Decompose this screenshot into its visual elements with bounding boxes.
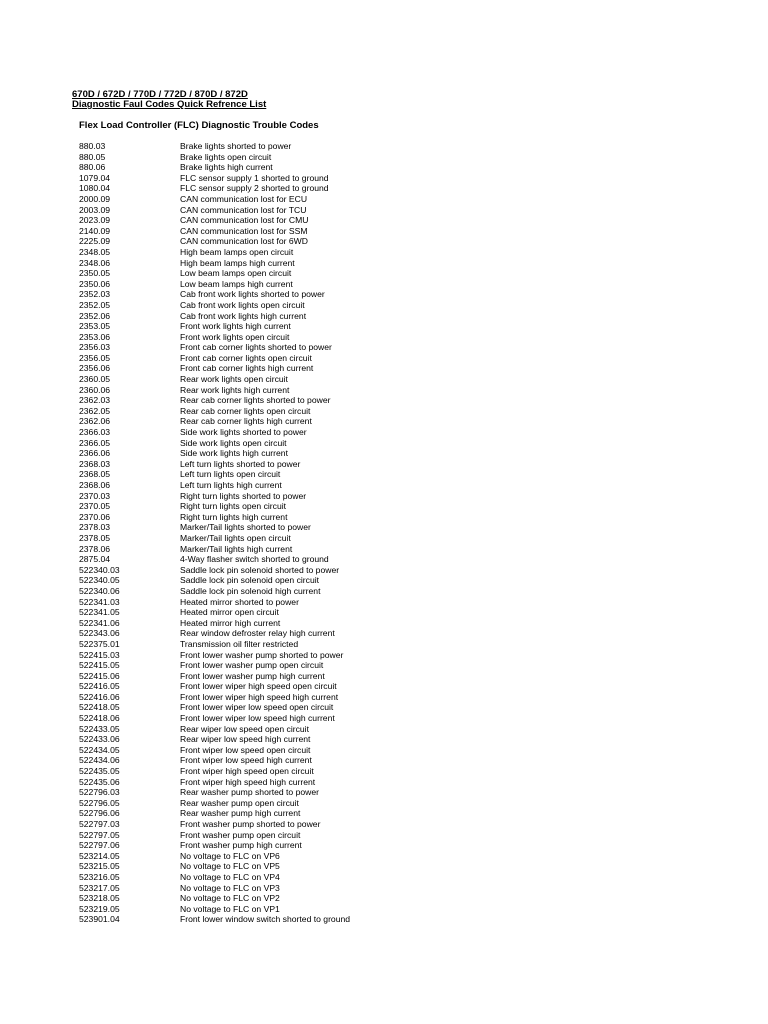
fault-description: Front wiper low speed open circuit: [180, 744, 311, 755]
table-row: [79, 268, 399, 279]
fault-description: 4-Way flasher switch shorted to ground: [180, 554, 329, 565]
fault-code: 2356.05: [79, 352, 111, 363]
fault-description: Cab front work lights shorted to power: [180, 289, 325, 300]
fault-code: 522415.03: [79, 649, 120, 660]
table-row: [79, 152, 399, 163]
table-row: [79, 628, 399, 639]
fault-description: Left turn lights high current: [180, 480, 282, 490]
fault-code: 522416.05: [79, 681, 120, 692]
fault-description: Brake lights high current: [180, 162, 273, 173]
table-row: [79, 289, 399, 300]
table-row: [79, 141, 399, 152]
fault-description: Front washer pump open circuit: [180, 829, 301, 840]
table-row: [79, 650, 399, 661]
fault-description: Heated mirror shorted to power: [180, 596, 299, 607]
section-heading: Flex Load Controller (FLC) Diagnostic Trouble Codes: [79, 120, 319, 131]
fault-code: 2353.05: [79, 321, 111, 332]
fault-code: 2366.05: [79, 437, 111, 448]
table-row: [79, 448, 399, 459]
table-row: [79, 544, 399, 555]
fault-code-table: [79, 141, 399, 925]
table-row: [79, 554, 399, 565]
fault-code: 523901.04: [79, 914, 120, 925]
fault-code: 2353.06: [79, 331, 111, 342]
table-row: [79, 385, 399, 396]
fault-code: 2356.03: [79, 342, 111, 353]
fault-code: 2362.03: [79, 395, 111, 406]
fault-description: Transmission oil filter restricted: [180, 638, 299, 649]
fault-code: 2350.06: [79, 278, 111, 289]
fault-description: Brake lights open circuit: [180, 151, 272, 162]
table-row: [79, 226, 399, 237]
fault-description: Right turn lights high current: [180, 511, 288, 522]
fault-code: 522796.06: [79, 808, 120, 819]
fault-description: FLC sensor supply 2 shorted to ground: [180, 183, 329, 194]
table-row: [79, 872, 399, 883]
table-row: [79, 406, 399, 417]
fault-description: Front lower wiper high speed open circuit: [180, 681, 337, 692]
table-row: [79, 363, 399, 374]
fault-code: 523216.05: [79, 871, 120, 882]
table-row: [79, 755, 399, 766]
table-row: [79, 883, 399, 894]
fault-description: Front washer pump high current: [180, 840, 302, 851]
fault-description: Rear cab corner lights high current: [180, 416, 312, 427]
fault-code: 522796.05: [79, 797, 120, 808]
fault-code: 522340.06: [79, 585, 120, 596]
table-row: [79, 501, 399, 512]
table-row: [79, 702, 399, 713]
fault-description: Marker/Tail lights shorted to power: [180, 522, 311, 533]
table-row: [79, 512, 399, 523]
table-row: [79, 438, 399, 449]
document-title-models: 670D / 672D / 770D / 772D / 870D / 872D: [72, 89, 248, 100]
fault-code: 2352.06: [79, 310, 111, 321]
fault-description: Right turn lights open circuit: [180, 501, 287, 512]
fault-description: CAN communication lost for SSM: [180, 225, 308, 236]
table-row: [79, 332, 399, 343]
fault-code: 2368.05: [79, 469, 111, 480]
fault-code: 522340.03: [79, 564, 120, 575]
fault-description: No voltage to FLC on VP6: [180, 850, 280, 861]
fault-description: Rear washer pump shorted to power: [180, 787, 320, 798]
table-row: [79, 459, 399, 470]
fault-code: 522415.06: [79, 670, 120, 681]
fault-description: Rear cab corner lights open circuit: [180, 405, 311, 416]
fault-code: 2352.05: [79, 299, 111, 310]
table-row: [79, 745, 399, 756]
table-row: [79, 830, 399, 841]
table-row: [79, 342, 399, 353]
table-row: [79, 734, 399, 745]
fault-code: 2350.05: [79, 268, 111, 279]
fault-description: Front work lights high current: [180, 321, 291, 332]
table-row: [79, 724, 399, 735]
fault-description: FLC sensor supply 1 shorted to ground: [180, 172, 329, 183]
fault-code: 522435.06: [79, 776, 120, 787]
fault-code: 522418.05: [79, 702, 120, 713]
table-row: [79, 681, 399, 692]
table-row: [79, 215, 399, 226]
table-row: [79, 173, 399, 184]
fault-code: 522433.06: [79, 734, 120, 745]
table-row: [79, 586, 399, 597]
document-title-list-name: Diagnostic Faul Codes Quick Refrence List: [72, 99, 267, 110]
table-row: [79, 692, 399, 703]
fault-description: CAN communication lost for CMU: [180, 215, 309, 226]
table-row: [79, 416, 399, 427]
fault-code: 522797.06: [79, 840, 120, 851]
fault-code: 522375.01: [79, 638, 120, 649]
table-row: [79, 311, 399, 322]
fault-description: No voltage to FLC on VP5: [180, 861, 280, 872]
fault-code: 522797.05: [79, 829, 120, 840]
fault-code: 522416.06: [79, 691, 120, 702]
fault-description: Front wiper low speed high current: [180, 755, 312, 766]
fault-code: 2370.05: [79, 501, 111, 512]
table-row: [79, 766, 399, 777]
fault-code: 523214.05: [79, 850, 120, 861]
fault-description: Cab front work lights open circuit: [180, 299, 305, 310]
fault-code: 1080.04: [79, 183, 111, 194]
fault-description: Front cab corner lights high current: [180, 363, 314, 374]
table-row: [79, 469, 399, 480]
fault-description: Right turn lights shorted to power: [180, 490, 307, 501]
table-row: [79, 861, 399, 872]
fault-description: Front lower washer pump shorted to power: [180, 649, 344, 660]
fault-code: 522341.03: [79, 596, 120, 607]
fault-code: 523218.05: [79, 893, 120, 904]
fault-code: 2140.09: [79, 225, 111, 236]
table-row: [79, 279, 399, 290]
table-row: [79, 808, 399, 819]
fault-description: Rear work lights open circuit: [180, 374, 288, 385]
fault-description: Side work lights shorted to power: [180, 427, 307, 438]
fault-code: 2378.03: [79, 522, 111, 533]
fault-code: 523215.05: [79, 861, 120, 872]
fault-code: 522434.06: [79, 755, 120, 766]
fault-code: 2368.06: [79, 480, 111, 490]
fault-code: 522341.06: [79, 617, 120, 628]
table-row: [79, 607, 399, 618]
fault-code: 2348.05: [79, 246, 111, 257]
fault-description: Saddle lock pin solenoid high current: [180, 585, 321, 596]
fault-description: No voltage to FLC on VP2: [180, 893, 280, 904]
fault-code: 2368.03: [79, 458, 111, 469]
table-row: [79, 162, 399, 173]
fault-code: 522433.05: [79, 723, 120, 734]
fault-description: CAN communication lost for TCU: [180, 204, 307, 215]
fault-description: Front work lights open circuit: [180, 331, 290, 342]
fault-code: 2348.06: [79, 257, 111, 268]
fault-code: 522340.05: [79, 575, 120, 586]
fault-description: Rear work lights high current: [180, 384, 290, 395]
fault-code: 522435.05: [79, 766, 120, 777]
fault-description: Front cab corner lights shorted to power: [180, 342, 332, 353]
table-row: [79, 258, 399, 269]
table-row: [79, 819, 399, 830]
fault-code: 522418.06: [79, 713, 120, 724]
table-row: [79, 522, 399, 533]
fault-description: Front lower washer pump open circuit: [180, 660, 324, 671]
fault-code: 522341.05: [79, 607, 120, 618]
fault-code: 2875.04: [79, 554, 111, 565]
fault-description: Front lower wiper low speed open circuit: [180, 702, 334, 713]
fault-code: 2378.05: [79, 532, 111, 543]
fault-code: 2225.09: [79, 236, 111, 247]
fault-description: Cab front work lights high current: [180, 310, 307, 321]
table-row: [79, 395, 399, 406]
table-row: [79, 533, 399, 544]
fault-description: Front lower wiper low speed high current: [180, 713, 335, 724]
fault-description: Left turn lights open circuit: [180, 469, 281, 480]
fault-code: 2378.06: [79, 543, 111, 554]
fault-description: CAN communication lost for ECU: [180, 193, 308, 204]
table-row: [79, 851, 399, 862]
fault-code: 523219.05: [79, 903, 120, 914]
fault-description: Brake lights shorted to power: [180, 141, 292, 151]
table-row: [79, 194, 399, 205]
fault-code: 522434.05: [79, 744, 120, 755]
table-row: [79, 374, 399, 385]
fault-description: Marker/Tail lights open circuit: [180, 532, 291, 543]
table-row: [79, 480, 399, 491]
fault-code: 2360.06: [79, 384, 111, 395]
fault-description: Front lower washer pump high current: [180, 670, 325, 681]
fault-description: Left turn lights shorted to power: [180, 458, 301, 469]
table-row: [79, 427, 399, 438]
table-row: [79, 904, 399, 915]
fault-code: 2366.06: [79, 448, 111, 459]
fault-description: Front cab corner lights open circuit: [180, 352, 312, 363]
table-row: [79, 660, 399, 671]
table-row: [79, 777, 399, 788]
fault-description: Side work lights high current: [180, 448, 288, 459]
fault-code: 522796.03: [79, 787, 120, 798]
fault-description: Front wiper high speed high current: [180, 776, 316, 787]
fault-code: 880.03: [79, 141, 106, 151]
fault-code: 2023.09: [79, 215, 111, 226]
fault-description: Rear wiper low speed high current: [180, 734, 311, 745]
fault-description: Side work lights open circuit: [180, 437, 287, 448]
fault-description: Low beam lamps open circuit: [180, 268, 292, 279]
fault-description: No voltage to FLC on VP4: [180, 871, 280, 882]
fault-description: Rear wiper low speed open circuit: [180, 723, 309, 734]
table-row: [79, 300, 399, 311]
table-row: [79, 236, 399, 247]
fault-description: Rear cab corner lights shorted to power: [180, 395, 331, 406]
fault-description: Rear window defroster relay high current: [180, 628, 335, 639]
fault-description: No voltage to FLC on VP3: [180, 882, 280, 893]
fault-code: 1079.04: [79, 172, 111, 183]
table-row: [79, 787, 399, 798]
fault-code: 2000.09: [79, 193, 111, 204]
table-row: [79, 183, 399, 194]
table-row: [79, 840, 399, 851]
fault-code: 2366.03: [79, 427, 111, 438]
fault-code: 2362.05: [79, 405, 111, 416]
table-row: [79, 575, 399, 586]
table-row: [79, 353, 399, 364]
fault-code: 522343.06: [79, 628, 120, 639]
fault-description: Front lower window switch shorted to ground: [180, 914, 351, 925]
table-row: [79, 798, 399, 809]
table-row: [79, 639, 399, 650]
table-row: [79, 565, 399, 576]
fault-description: High beam lamps open circuit: [180, 246, 294, 257]
fault-code: 880.05: [79, 151, 106, 162]
fault-code: 2356.06: [79, 363, 111, 374]
fault-description: Front washer pump shorted to power: [180, 819, 321, 829]
fault-code: 2360.05: [79, 374, 111, 385]
fault-code: 880.06: [79, 162, 106, 173]
table-row: [79, 671, 399, 682]
fault-description: Rear washer pump open circuit: [180, 797, 299, 808]
table-row: [79, 597, 399, 608]
fault-description: Rear washer pump high current: [180, 808, 301, 819]
table-row: [79, 247, 399, 258]
fault-code: 2352.03: [79, 289, 111, 300]
fault-code: 523217.05: [79, 882, 120, 893]
table-row: [79, 618, 399, 629]
fault-description: Saddle lock pin solenoid open circuit: [180, 575, 320, 586]
fault-description: Heated mirror high current: [180, 617, 281, 628]
fault-description: Front wiper high speed open circuit: [180, 766, 314, 777]
fault-code: 522797.03: [79, 819, 120, 829]
fault-description: Saddle lock pin solenoid shorted to power: [180, 564, 340, 575]
table-row: [79, 491, 399, 502]
fault-description: CAN communication lost for 6WD: [180, 236, 308, 247]
fault-description: Heated mirror open circuit: [180, 607, 279, 618]
table-row: [79, 893, 399, 904]
fault-description: Low beam lamps high current: [180, 278, 293, 289]
fault-code: 2370.06: [79, 511, 111, 522]
table-row: [79, 321, 399, 332]
fault-code: 2362.06: [79, 416, 111, 427]
table-row: [79, 205, 399, 216]
fault-code: 2003.09: [79, 204, 111, 215]
fault-description: High beam lamps high current: [180, 257, 295, 268]
fault-code: 522415.05: [79, 660, 120, 671]
fault-description: Front lower wiper high speed high current: [180, 691, 339, 702]
fault-description: Marker/Tail lights high current: [180, 543, 293, 554]
table-row: [79, 713, 399, 724]
fault-description: No voltage to FLC on VP1: [180, 903, 280, 914]
fault-code: 2370.03: [79, 490, 111, 501]
table-row: [79, 914, 399, 925]
